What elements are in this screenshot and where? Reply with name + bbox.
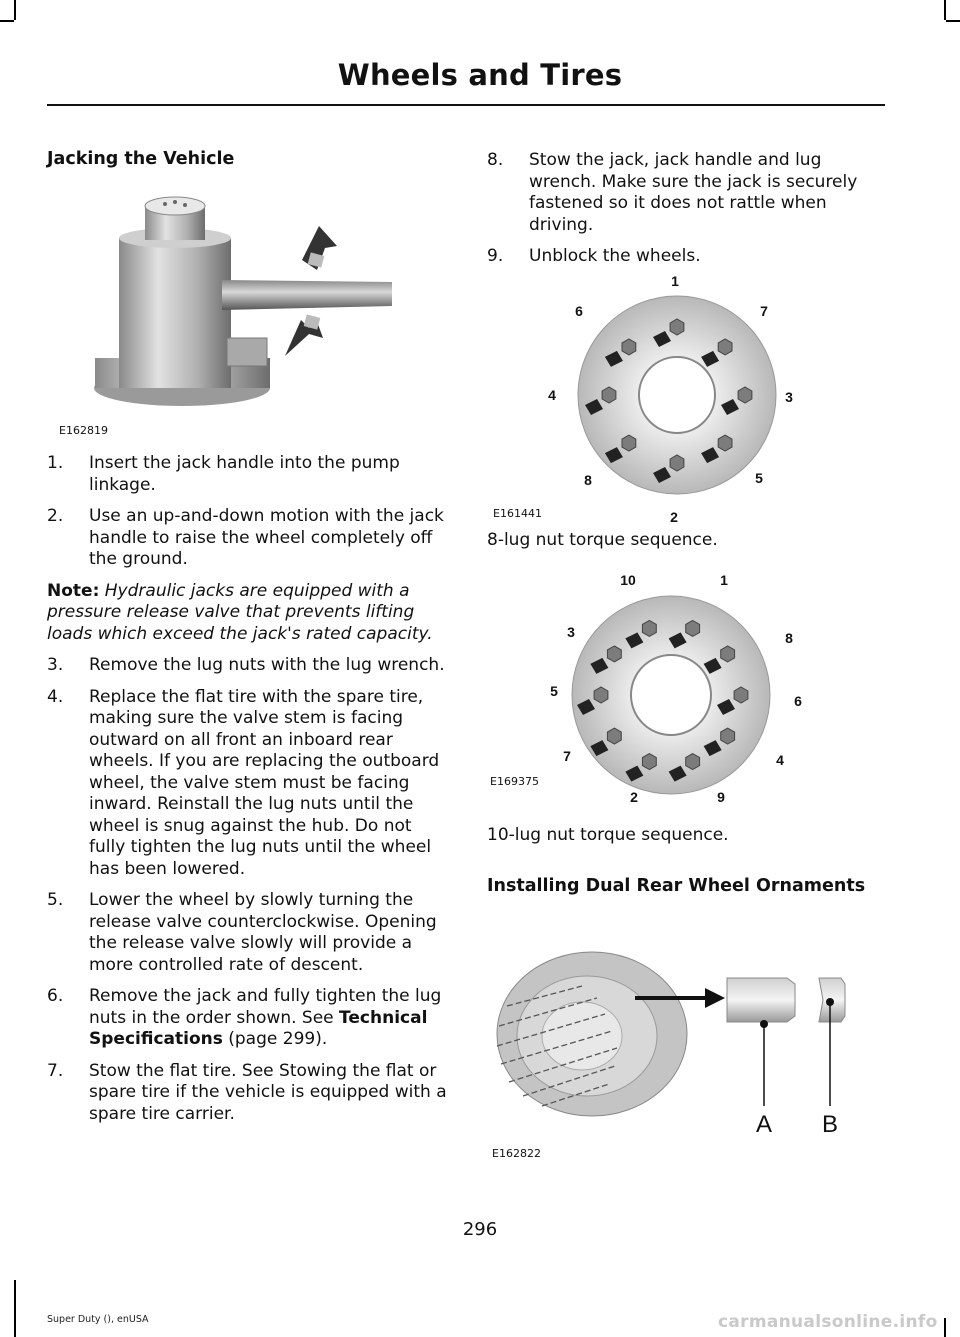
lug-nut bbox=[607, 728, 621, 744]
eight-lug-wheel bbox=[487, 270, 887, 526]
lug-nut bbox=[594, 687, 608, 703]
step-number: 9. bbox=[487, 246, 504, 266]
callout-label-a: A bbox=[755, 1111, 773, 1138]
lug-label: 4 bbox=[548, 387, 556, 403]
callout-label-b: B bbox=[821, 1111, 839, 1138]
lug-label: 6 bbox=[794, 693, 802, 709]
section-title-ornaments: Installing Dual Rear Wheel Ornaments bbox=[487, 876, 866, 896]
section-title-jacking: Jacking the Vehicle bbox=[47, 149, 235, 169]
lug-nut bbox=[622, 339, 636, 355]
step-text: Stow the flat tire. See Stowing the flat or spare tire if the vehicle is equipped with a spare tire carrier. bbox=[89, 1060, 447, 1124]
crop-mark bbox=[14, 1280, 16, 1337]
step-4 bbox=[47, 687, 447, 881]
note-text: Hydraulic jacks are equipped with a pressure release valve that prevents lifting loads which exceed the jack's rated capacity. bbox=[47, 580, 433, 644]
step-text: Stow the jack, jack handle and lug wrench. Make sure the jack is securely fastened so it does not rattle when driving. bbox=[529, 150, 858, 235]
step-6 bbox=[47, 986, 447, 1051]
page-header-title: Wheels and Tires bbox=[337, 58, 623, 92]
step-text: Remove the jack and fully tighten the lug nuts in the order shown. See bbox=[89, 986, 442, 1028]
lug-label: 3 bbox=[567, 624, 575, 640]
step-number: 5. bbox=[47, 890, 64, 910]
crop-mark bbox=[944, 0, 946, 20]
figure-code: E162819 bbox=[59, 424, 108, 437]
lug-nut bbox=[607, 646, 621, 662]
crop-mark bbox=[944, 1318, 946, 1337]
eight-lug-figure bbox=[487, 270, 887, 526]
page-number: 296 bbox=[462, 1219, 498, 1240]
lug-nut bbox=[602, 387, 616, 403]
crop-mark bbox=[0, 20, 14, 22]
lug-label: 2 bbox=[630, 789, 638, 805]
step-text: Remove the lug nuts with the lug wrench. bbox=[89, 655, 445, 675]
ten-lug-wheel bbox=[487, 565, 887, 821]
note bbox=[47, 581, 447, 646]
step-5 bbox=[47, 890, 447, 976]
step-text: Lower the wheel by slowly turning the release valve counterclockwise. Opening the release valve slowly will provide a more controlled rate of descent. bbox=[89, 890, 437, 975]
lug-nut bbox=[642, 754, 656, 770]
lug-label: 9 bbox=[717, 789, 725, 805]
technical-specifications-link[interactable]: Technical Specifications bbox=[89, 1007, 428, 1049]
lug-nut bbox=[622, 435, 636, 451]
page-reference: (page 299). bbox=[222, 1029, 328, 1049]
lug-label: 8 bbox=[785, 630, 793, 646]
lug-nut bbox=[721, 728, 735, 744]
lug-label: 1 bbox=[720, 572, 728, 588]
step-7 bbox=[47, 1061, 447, 1126]
lug-label: 8 bbox=[584, 472, 592, 488]
lug-nut bbox=[686, 754, 700, 770]
step-1 bbox=[47, 453, 447, 496]
step-number: 1. bbox=[47, 453, 64, 473]
figure-code: E161441 bbox=[493, 507, 542, 520]
step-number: 7. bbox=[47, 1060, 64, 1081]
figure-code: E162822 bbox=[492, 1147, 541, 1160]
ornament-illustration bbox=[487, 936, 887, 1166]
left-column-text bbox=[47, 453, 447, 1135]
step-number: 3. bbox=[47, 655, 64, 675]
lug-label: 5 bbox=[550, 683, 558, 699]
lug-nut bbox=[670, 455, 684, 471]
step-number: 8. bbox=[487, 150, 504, 170]
lug-label: 2 bbox=[670, 509, 678, 525]
ornament-figure bbox=[487, 936, 887, 1166]
lug-label: 3 bbox=[785, 389, 793, 405]
lug-nut bbox=[721, 646, 735, 662]
step-number: 2. bbox=[47, 506, 64, 526]
lug-label: 1 bbox=[671, 273, 679, 289]
jack-illustration bbox=[47, 178, 440, 440]
note-label: Note: bbox=[47, 580, 100, 601]
figure-code: E169375 bbox=[490, 775, 539, 788]
lug-nut bbox=[718, 339, 732, 355]
lug-label: 10 bbox=[620, 572, 636, 588]
model-info: Super Duty (), enUSA bbox=[47, 1314, 149, 1325]
step-text: Insert the jack handle into the pump linkage. bbox=[89, 453, 400, 495]
lug-label: 4 bbox=[776, 752, 784, 768]
header-rule bbox=[47, 104, 885, 106]
step-3 bbox=[47, 655, 447, 677]
step-text: Replace the flat tire with the spare tire, making sure the valve stem is facing outward on all front an inboard rear wheels. If you are replacing the outboard wheel, the valve stem must be facing inward. Reinstall the lug nuts until the wheel is snug against the hub. Do not fully tighten the lug nuts until the wheel has been lowered. bbox=[89, 686, 440, 879]
lug-nut bbox=[642, 620, 656, 636]
ten-lug-figure bbox=[487, 565, 887, 821]
step-8 bbox=[487, 150, 887, 236]
crop-mark bbox=[946, 20, 960, 22]
ten-lug-caption: 10-lug nut torque sequence. bbox=[487, 825, 729, 845]
jack-figure bbox=[47, 178, 440, 440]
crop-mark bbox=[14, 0, 16, 20]
step-9 bbox=[487, 246, 887, 268]
eight-lug-caption: 8-lug nut torque sequence. bbox=[487, 530, 718, 550]
lug-label: 6 bbox=[575, 303, 583, 319]
lug-nut bbox=[686, 620, 700, 636]
step-text: Use an up-and-down motion with the jack handle to raise the wheel completely off the ground. bbox=[89, 506, 444, 569]
step-number: 4. bbox=[47, 686, 64, 707]
lug-nut bbox=[670, 319, 684, 335]
lug-nut bbox=[718, 435, 732, 451]
step-number: 6. bbox=[47, 986, 64, 1006]
lug-label: 5 bbox=[755, 470, 763, 486]
watermark: carmanualsonline.info bbox=[718, 1312, 938, 1332]
lug-label: 7 bbox=[760, 303, 768, 319]
step-2 bbox=[47, 506, 447, 571]
lug-nut bbox=[738, 387, 752, 403]
step-text: Unblock the wheels. bbox=[529, 246, 701, 266]
right-column-steps bbox=[487, 150, 887, 278]
lug-nut bbox=[734, 687, 748, 703]
lug-label: 7 bbox=[563, 748, 571, 764]
